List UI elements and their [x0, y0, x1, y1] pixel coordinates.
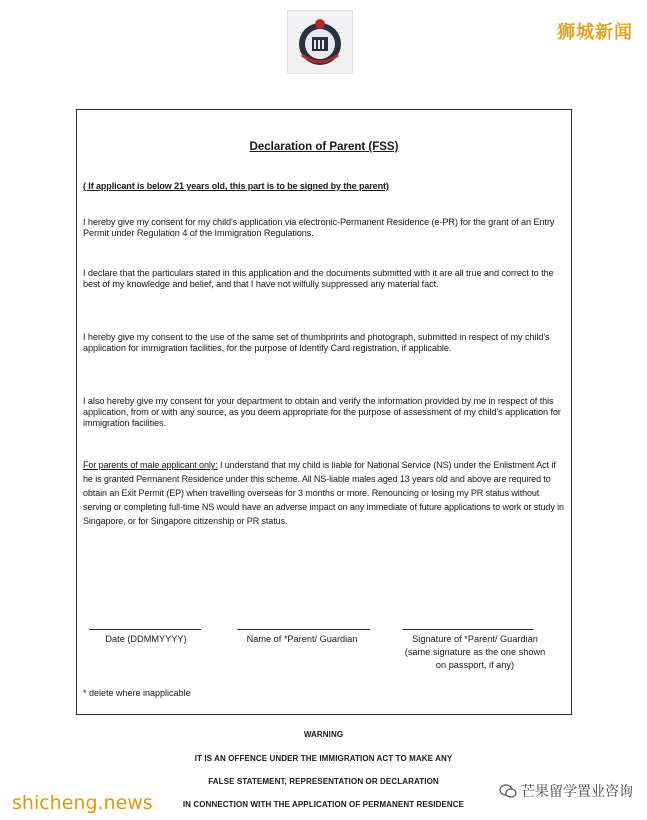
national-service-text: I understand that my child is liable for National Service (NS) under the Enlistment Act if he is granted Permanent Residence under this scheme. All NS-liable males aged 13 years old and above are required to obtain an Exit Permit (EP) when travelling overseas for 3 months or more. Renouncing or losing my PR status without serving or completing full-time NS would have an adverse impact on any immediate of future applications to work or study in Singapore, or for Singapore citizenship or PR status.: [83, 460, 564, 526]
name-field-label: Name of *Parent/ Guardian: [246, 634, 358, 644]
national-service-paragraph: [83, 458, 565, 528]
date-field-label: Date (DDMMYYYY): [105, 634, 187, 644]
applicant-age-note: ( If applicant is below 21 years old, this part is to be signed by the parent): [83, 181, 389, 191]
declaration-paragraph-particulars: I declare that the particulars stated in this application and the documents submitted with it are all true and correct to the best of my knowledge and belief, and that I have not wilfully suppressed any material fact.: [83, 268, 554, 289]
warning-line-1: IT IS AN OFFENCE UNDER THE IMMIGRATION ACT TO MAKE ANY: [194, 754, 453, 763]
wechat-icon: [499, 784, 517, 798]
document-title: Declaration of Parent (FSS): [249, 141, 399, 153]
warning-heading: WARNING: [303, 730, 344, 739]
ica-emblem-logo: [287, 10, 353, 74]
date-signature-line: [89, 629, 201, 630]
signature-field-note-2: on passport, if any): [435, 660, 515, 670]
signature-field-group: [383, 633, 567, 672]
watermark-bottom-right-text: 芒果留学置业咨询: [521, 784, 633, 800]
declaration-form: [76, 109, 572, 715]
name-signature-line: [237, 629, 370, 630]
consent-paragraph-epr: I hereby give my consent for my child's application via electronic-Permanent Residence (e-PR) for the grant of an Entry Permit under Regulation 4 of the Immigration Regulations.: [83, 217, 555, 238]
watermark-bottom-left: shicheng.news: [12, 792, 153, 814]
watermark-top-right: 狮城新闻: [557, 22, 633, 43]
warning-line-3: IN CONNECTION WITH THE APPLICATION OF PERMANENT RESIDENCE: [182, 800, 465, 809]
consent-paragraph-verification: I also hereby give my consent for your department to obtain and verify the information provided by me in respect of this application, from or with any source, as you deem appropriate for the purpose of assessment of my child's application for immigration facilities.: [83, 396, 561, 428]
inapplicable-footnote: * delete where inapplicable: [83, 688, 191, 698]
watermark-bottom-right: [499, 781, 633, 801]
consent-paragraph-thumbprints: I hereby give my consent to the use of the same set of thumbprints and photograph, submitted in respect of my child's application for immigration facilities, for the purpose of Identify Card registration, if applicable.: [83, 332, 550, 353]
signature-field-note: (same signature as the one shown: [404, 647, 546, 657]
warning-line-2: FALSE STATEMENT, REPRESENTATION OR DECLARATION: [208, 777, 439, 786]
signature-line: [403, 629, 533, 630]
signature-field-label: Signature of *Parent/ Guardian: [412, 634, 538, 644]
male-applicant-lead: For parents of male applicant only:: [83, 460, 218, 470]
